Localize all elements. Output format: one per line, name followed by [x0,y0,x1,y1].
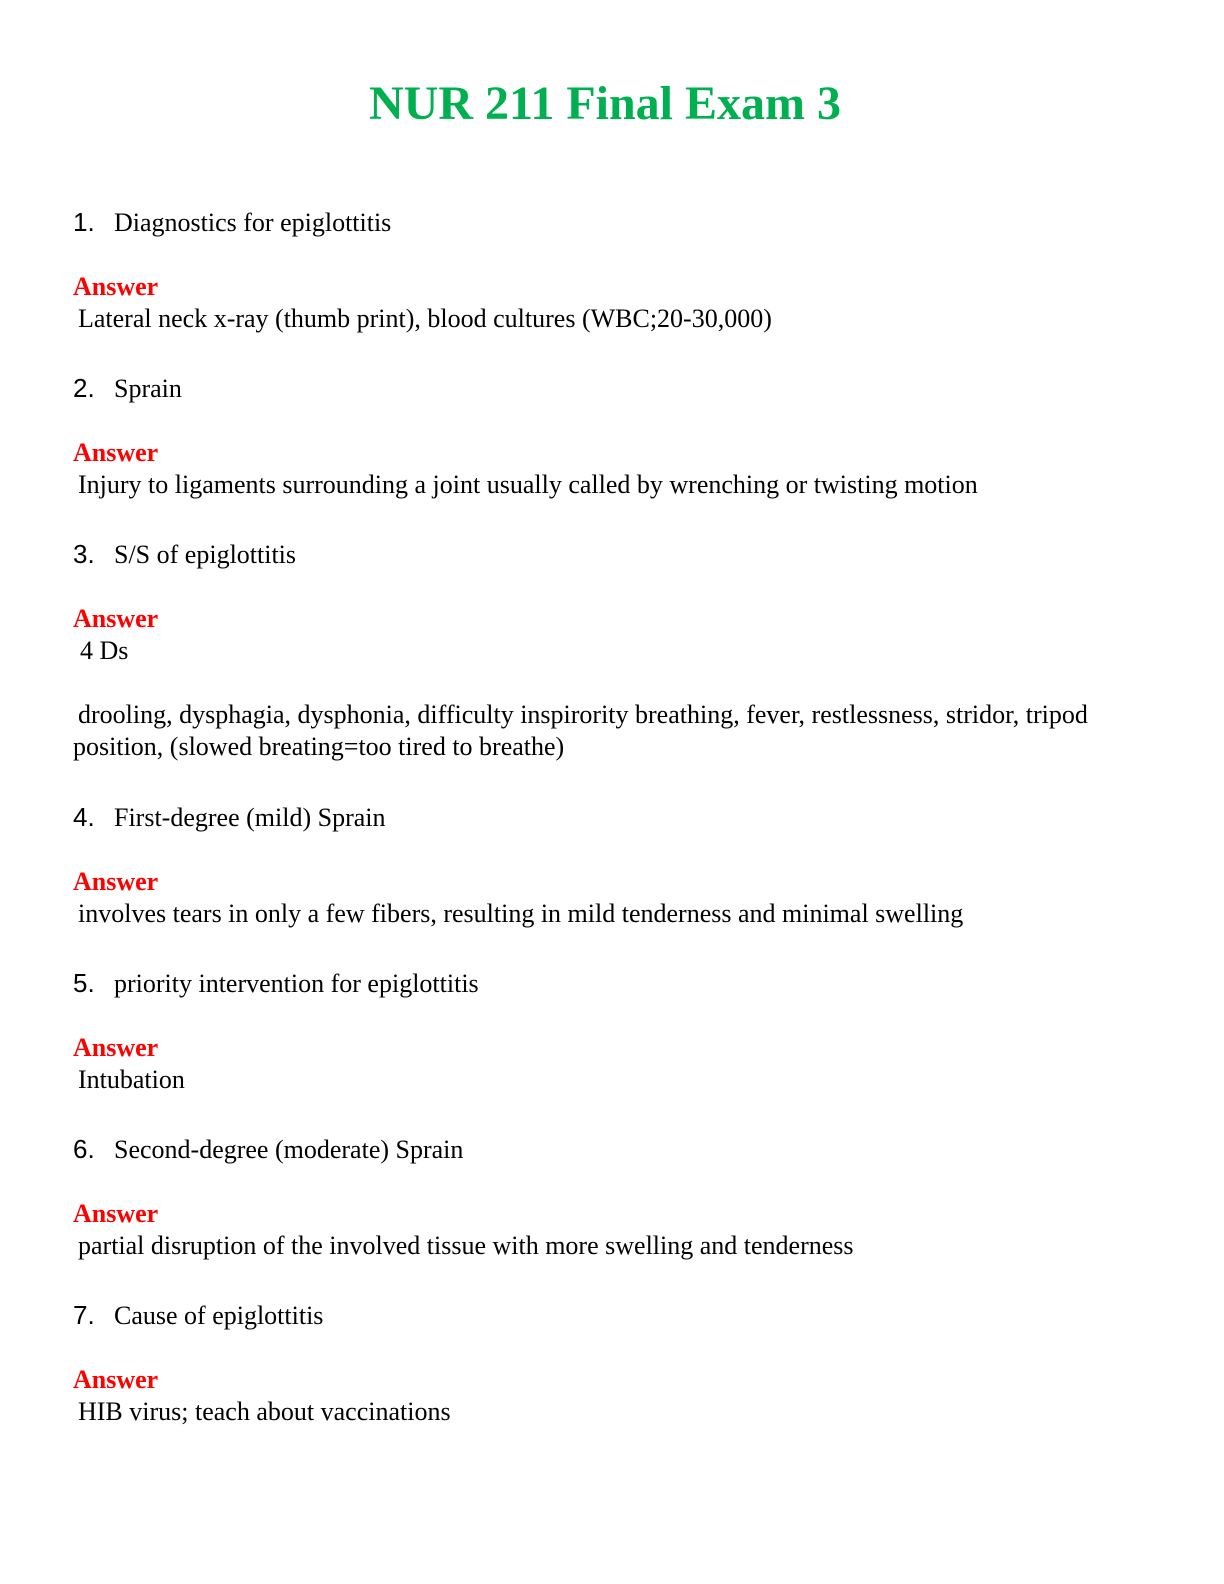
question-4 [73,801,1153,834]
question-number: 7. [73,1300,95,1330]
answer-text: Intubation [78,1065,185,1094]
question-1 [73,206,1153,239]
question-2 [73,372,1153,405]
question-number: 2. [73,373,95,403]
question-7 [73,1299,1153,1332]
question-number: 4. [73,802,95,832]
qa-item-2 [73,372,1153,501]
qa-item-6 [73,1133,1153,1262]
qa-item-1 [73,206,1153,335]
question-number: 5. [73,968,95,998]
question-number: 6. [73,1134,95,1164]
answer-label: Answer [73,272,159,301]
question-text: Sprain [114,374,182,403]
question-3 [73,538,1153,571]
question-text: Diagnostics for epiglottitis [114,208,392,237]
answer-label: Answer [73,867,159,896]
answer-label: Answer [73,438,159,467]
answer-text: Lateral neck x-ray (thumb print), blood cultures (WBC;20-30,000) [78,304,772,333]
answer-text: HIB virus; teach about vaccinations [78,1397,451,1426]
qa-item-4 [73,801,1153,930]
answer-label: Answer [73,604,159,633]
question-6 [73,1133,1153,1166]
answer-text: involves tears in only a few fibers, resulting in mild tenderness and minimal swelling [78,899,964,928]
page-title: NUR 211 Final Exam 3 [368,77,842,130]
question-text: First-degree (mild) Sprain [114,803,386,832]
answer-label: Answer [73,1033,159,1062]
question-text: Cause of epiglottitis [114,1301,324,1330]
answer-label: Answer [73,1365,159,1394]
question-number: 1. [73,207,95,237]
question-text: S/S of epiglottitis [114,540,297,569]
qa-item-7 [73,1299,1153,1428]
answer-text: 4 Ds [80,636,129,665]
question-number: 3. [73,539,95,569]
question-text: Second-degree (moderate) Sprain [114,1135,464,1164]
answer-label: Answer [73,1199,159,1228]
answer-text: Injury to ligaments surrounding a joint usually called by wrenching or twisting motion [78,470,978,499]
question-text: priority intervention for epiglottitis [114,969,479,998]
qa-item-3 [73,538,1153,763]
answer-extra-text: drooling, dysphagia, dysphonia, difficulty inspirority breathing, fever, restlessness, stridor, tripod position, (slowed breating=too tired to breathe) [73,700,1088,761]
question-5 [73,967,1153,1000]
qa-item-5 [73,967,1153,1096]
answer-text: partial disruption of the involved tissue with more swelling and tenderness [78,1231,854,1260]
